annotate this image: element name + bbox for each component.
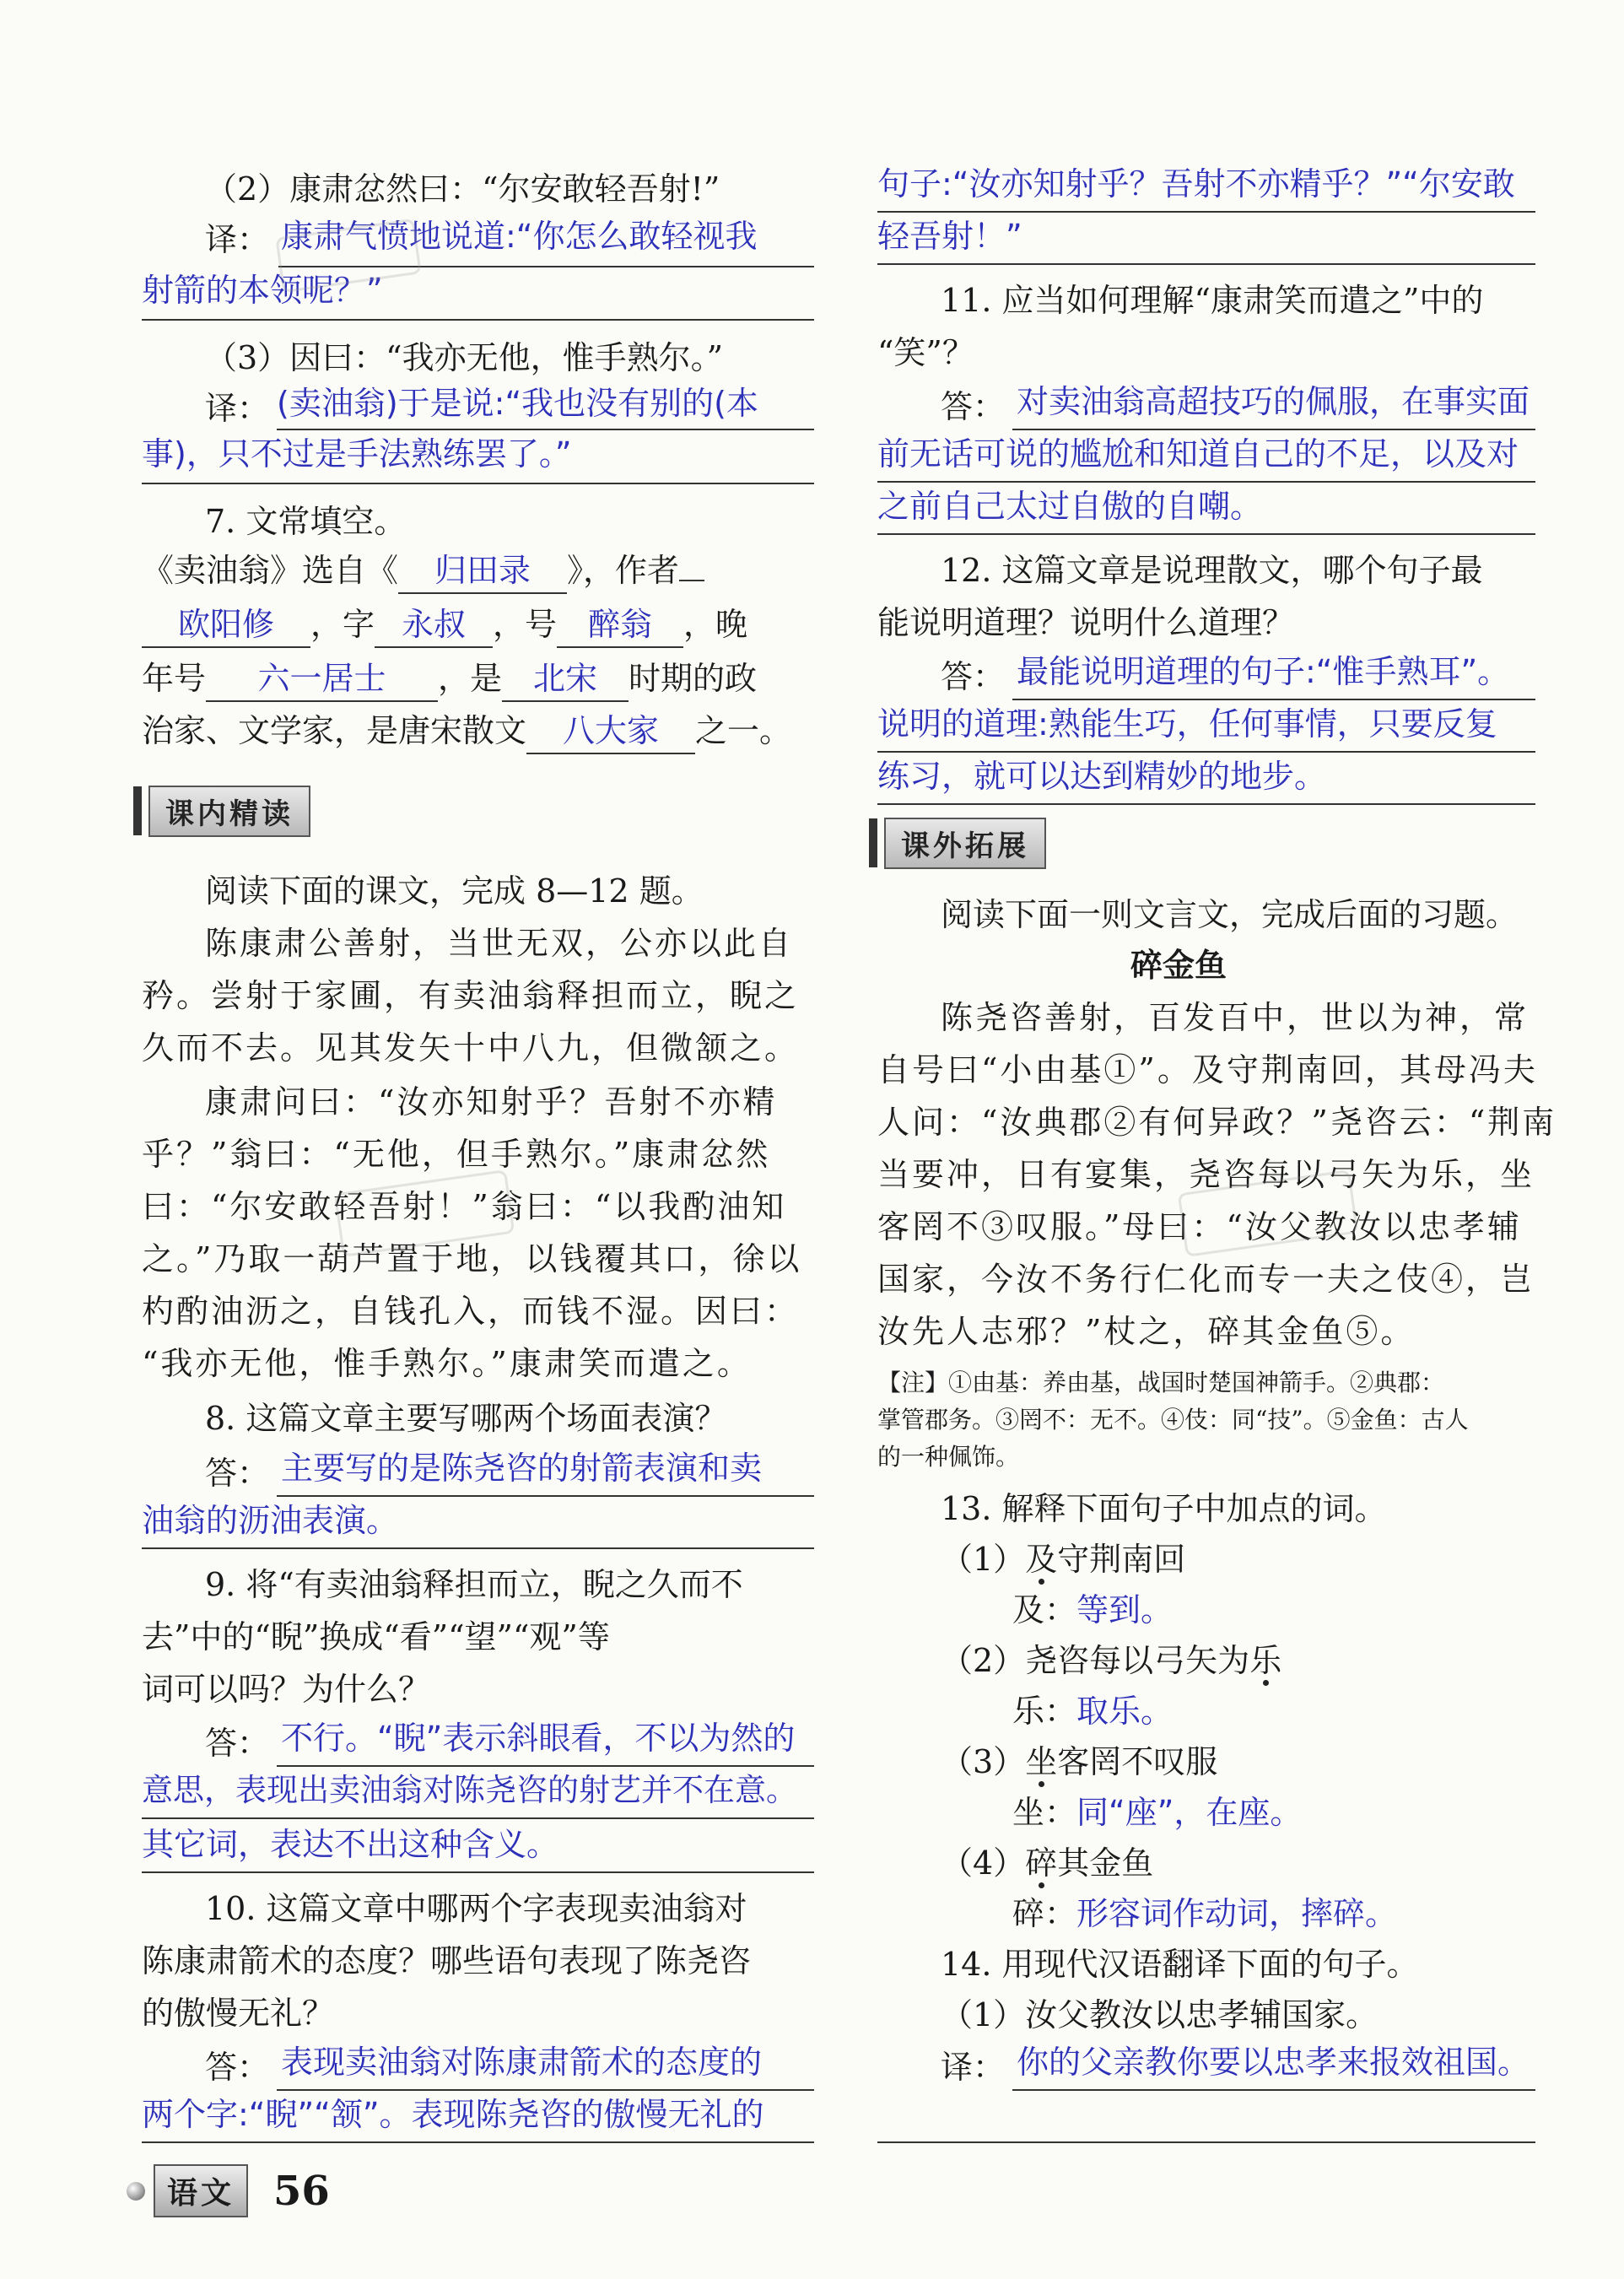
q9-prompt-line3: 词可以吗？为什么？ [142, 1671, 431, 1708]
answer-line [877, 803, 1535, 805]
answer-line [877, 2141, 1535, 2143]
q13-item2: （2）尧咨每以弓矢为乐 [941, 1642, 1282, 1679]
q13-item3: （3）坐客罔不叹服 [941, 1743, 1218, 1780]
q7-line3: 年号 六一居士 ，是 北宋 时期的政 [142, 656, 757, 702]
reading-intro-2: 阅读下面一则文言文，完成后面的习题。 [941, 896, 1519, 933]
answer-line [1012, 699, 1535, 700]
answer-line [277, 1495, 814, 1497]
answer-line [142, 1817, 814, 1819]
q8-prompt: 8. 这篇文章主要写哪两个场面表演？ [205, 1400, 727, 1437]
answer-line [877, 751, 1535, 753]
q14-item1: （1）汝父教汝以忠孝辅国家。 [941, 1996, 1379, 2033]
q7-line2: 欧阳修 ，字 永叔 ，号 醉翁 ，晚 [142, 602, 747, 648]
answer-line [142, 1547, 814, 1549]
q8-label: 答： [205, 1455, 270, 1492]
q12-prompt-line1: 12. 这篇文章是说理散文，哪个句子最 [941, 552, 1483, 589]
q9-answer-line3: 其它词，表达不出这种含义。 [142, 1826, 559, 1863]
passage-line: 久而不去。见其发矢十中八九，但微颔之。 [142, 1029, 800, 1067]
answer-line [877, 263, 1535, 265]
page-footer [127, 2164, 330, 2217]
q6-2-answer-line2: 射箭的本领呢？” [142, 272, 383, 309]
answer-line [142, 1871, 814, 1873]
q12-answer-line1: 最能说明道理的句子:“惟手熟耳”。 [1017, 653, 1510, 690]
passage-line: 之。”乃取一葫芦置于地，以钱覆其口，徐以 [142, 1240, 802, 1277]
answer-line [877, 481, 1535, 483]
q7-line4: 治家、文学家，是唐宋散文 八大家 之一。 [142, 709, 791, 754]
q10-answer-line2: 两个字:“睨”“颔”。表现陈尧咨的傲慢无礼的 [142, 2096, 764, 2133]
footnote-line: 【注】①由基：养由基，战国时楚国神箭手。②典郡： [877, 1369, 1445, 1396]
passage-line: 矜。尝射于家圃，有卖油翁释担而立，睨之 [142, 977, 800, 1014]
q9-prompt-line2: 去”中的“睨”换成“看”“望”“观”等 [142, 1618, 610, 1655]
q11-answer-line1: 对卖油翁高超技巧的佩服，在事实面 [1017, 383, 1530, 420]
q14-label: 译： [941, 2049, 1006, 2086]
answer-line [142, 2141, 814, 2143]
answer-line [1012, 2089, 1535, 2091]
q12-prompt-line2: 能说明道理？说明什么道理？ [877, 604, 1295, 641]
blank-hao: 醉翁 [557, 602, 683, 648]
passage-title: 碎金鱼 [1130, 947, 1227, 984]
q10-prompt-line3: 的傲慢无礼？ [142, 1995, 335, 2032]
subject-label: 语文 [154, 2164, 248, 2217]
q7-line1: 《卖油翁》选自《 归田录 》，作者 [142, 548, 704, 594]
q12-answer-line3: 练习，就可以达到精妙的地步。 [877, 758, 1327, 795]
blank-author: 欧阳修 [142, 602, 310, 648]
q10-label: 答： [205, 2049, 270, 2086]
q10-answer-line4: 轻吾射！” [877, 218, 1022, 255]
passage-line: 陈尧咨善射，百发百中，世以为神，常 [941, 999, 1530, 1036]
page-number: 56 [273, 2167, 330, 2215]
answer-line [277, 1765, 814, 1767]
blank-zi: 永叔 [375, 602, 493, 648]
passage-line: 自号曰“小由基①”。及守荆南回，其母冯夫 [877, 1051, 1538, 1088]
q14-answer-line1: 你的父亲教你要以忠孝来报效祖国。 [1017, 2044, 1530, 2081]
q6-3-prompt: （3）因曰：“我亦无他，惟手熟尔。” [205, 339, 724, 376]
q14-prompt: 14. 用现代汉语翻译下面的句子。 [941, 1946, 1419, 1983]
passage-line: 乎？”翁曰：“无他，但手熟尔。”康肃忿然 [142, 1136, 771, 1173]
q9-answer-line2: 意思，表现出卖油翁对陈尧咨的射艺并不在意。 [142, 1772, 797, 1808]
passage-line: 汝先人志邪？”杖之，碎其金鱼⑤。 [877, 1313, 1416, 1350]
q13-prompt: 13. 解释下面句子中加点的词。 [941, 1490, 1387, 1527]
q11-answer-line2: 前无话可说的尴尬和知道自己的不足，以及对 [877, 435, 1519, 473]
bullet-icon [127, 2182, 145, 2201]
q11-prompt-line1: 11. 应当如何理解“康肃笑而遣之”中的 [941, 282, 1484, 319]
q7-title: 7. 文常填空。 [205, 503, 407, 540]
q13-item3-answer: 坐：同“座”，在座。 [1012, 1794, 1303, 1831]
q6-2-prompt: （2）康肃忿然曰：“尔安敢轻吾射!” [205, 170, 720, 208]
answer-line [142, 319, 814, 321]
q13-item4: （4）碎其金鱼 [941, 1844, 1154, 1882]
answer-line [1012, 429, 1535, 430]
q6-2-answer-line1: 康肃气愤地说道:“你怎么敢轻视我 [281, 218, 758, 255]
q10-prompt-line2: 陈康肃箭术的态度？哪些语句表现了陈尧咨 [142, 1942, 752, 1979]
q6-3-answer-line2: 事)，只不过是手法熟练罢了。” [142, 435, 572, 473]
section-header-extension: 课外拓展 [869, 818, 1046, 867]
answer-line [277, 429, 814, 430]
passage-line: “我亦无他，惟手熟尔。”康肃笑而遣之。 [142, 1345, 752, 1382]
footnote-line: 的一种佩饰。 [877, 1443, 1020, 1471]
answer-line [877, 533, 1535, 535]
q10-answer-line3: 句子:“汝亦知射乎？吾射不亦精乎？”“尔安敢 [877, 165, 1515, 203]
q11-prompt-line2: “笑”？ [877, 334, 974, 371]
passage-line: 曰：“尔安敢轻吾射！”翁曰：“以我酌油知 [142, 1188, 787, 1225]
passage-line: 国家，今汝不务行仁化而专一夫之伎④，岂 [877, 1261, 1535, 1298]
q8-answer-line1: 主要写的是陈尧咨的射箭表演和卖 [281, 1450, 763, 1487]
passage-line: 客罔不③叹服。”母曰：“汝父教汝以忠孝辅 [877, 1208, 1522, 1245]
passage-line: 杓酌油沥之，自钱孔入，而钱不湿。因曰： [142, 1293, 800, 1330]
reading-intro: 阅读下面的课文，完成 8—12 题。 [205, 872, 704, 910]
q11-answer-line3: 之前自己太过自傲的自嘲。 [877, 488, 1263, 525]
q10-answer-line1: 表现卖油翁对陈康肃箭术的态度的 [281, 2044, 763, 2081]
blank-eight-masters: 八大家 [526, 709, 695, 754]
q9-prompt-line1: 9. 将“有卖油翁释担而立，睨之久而不 [205, 1566, 743, 1603]
q9-label: 答： [205, 1725, 270, 1762]
footnote-line: 掌管郡务。③罔不：无不。④伎：同“技”。⑤金鱼：古人 [877, 1406, 1469, 1434]
blank-late-name: 六一居士 [206, 656, 438, 702]
passage-line: 当要冲，日有宴集，尧咨每以弓矢为乐，坐 [877, 1156, 1535, 1193]
q10-prompt-line1: 10. 这篇文章中哪两个字表现卖油翁对 [205, 1890, 747, 1927]
passage-line: 人问：“汝典郡②有何异政？”尧咨云：“荆南 [877, 1104, 1557, 1141]
q9-answer-line1: 不行。“睨”表示斜眼看，不以为然的 [281, 1720, 796, 1757]
answer-line [877, 211, 1535, 213]
q12-answer-line2: 说明的道理:熟能生巧，任何事情，只要反复 [877, 705, 1497, 743]
passage-line: 陈康肃公善射，当世无双，公亦以此自 [205, 925, 794, 962]
q13-item1: （1）及守荆南回 [941, 1541, 1186, 1578]
section-header-in-class: 课内精读 [133, 786, 310, 835]
blank-book: 归田录 [398, 548, 567, 594]
q6-3-label: 译： [205, 390, 270, 427]
q6-3-answer-line1: (卖油翁)于是说:“我也没有别的(本 [277, 385, 758, 422]
q8-answer-line2: 油翁的沥油表演。 [142, 1502, 399, 1539]
answer-line [277, 2089, 814, 2091]
q6-2-label: 译： [205, 221, 270, 258]
blank-dynasty: 北宋 [502, 656, 629, 702]
q13-item2-answer: 乐：取乐。 [1012, 1693, 1173, 1730]
q13-item1-answer: 及：等到。 [1012, 1591, 1173, 1628]
answer-line [142, 483, 814, 484]
q11-label: 答： [941, 388, 1006, 425]
q12-label: 答： [941, 658, 1006, 695]
passage-line: 康肃问曰：“汝亦知射乎？吾射不亦精 [205, 1083, 778, 1121]
q13-item4-answer: 碎：形容词作动词，摔碎。 [1012, 1895, 1398, 1932]
